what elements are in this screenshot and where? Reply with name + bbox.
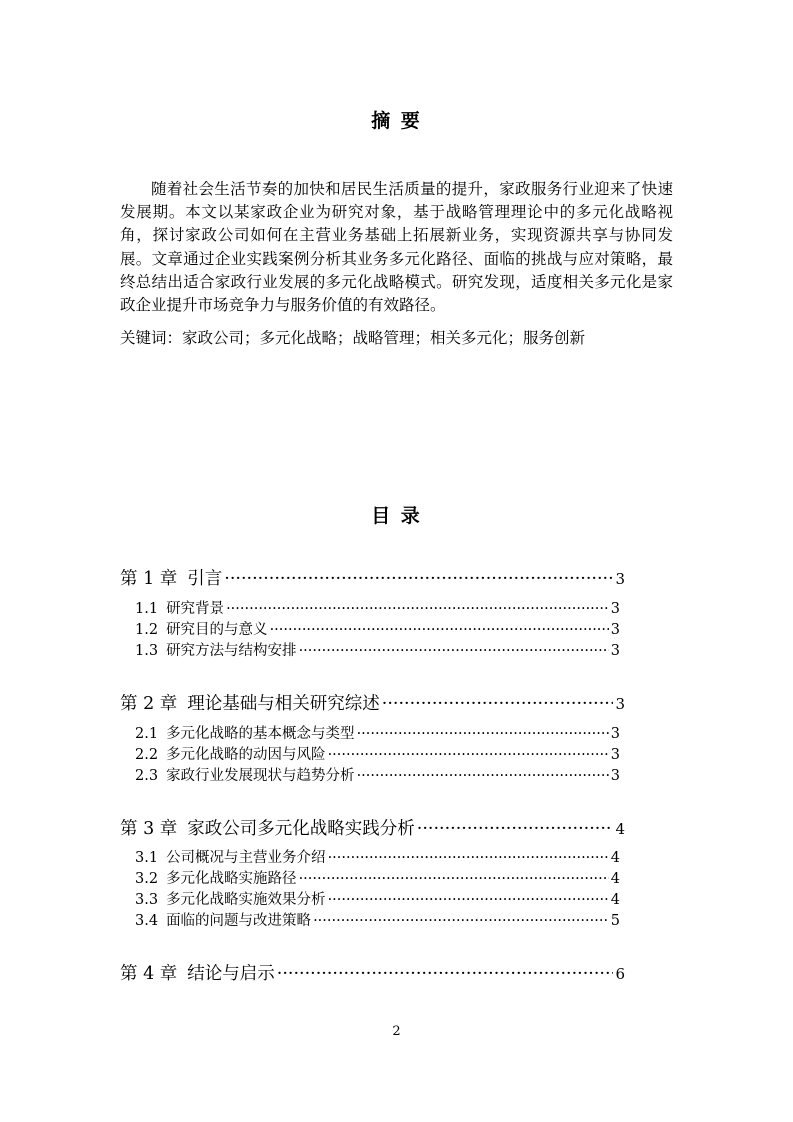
toc-section-2-1[interactable] [135, 722, 620, 743]
dot-leader [277, 964, 614, 984]
section-page: 3 [610, 601, 620, 617]
section-page: 4 [610, 892, 620, 908]
toc-section-3-3[interactable] [135, 888, 620, 909]
chapter-number: 第 3 章 [120, 819, 178, 839]
toc-section-1-3[interactable] [135, 639, 620, 660]
section-title: 多元化战略实施效果分析 [166, 892, 326, 908]
section-number: 3.1 [135, 850, 159, 866]
chapter-number: 第 2 章 [120, 694, 178, 714]
section-number: 2.2 [135, 747, 159, 763]
toc-chapter-2[interactable] [120, 690, 625, 715]
section-title: 多元化战略的动因与风险 [166, 747, 326, 763]
toc-section-3-4[interactable] [135, 909, 620, 930]
keywords: 关键词：家政公司；多元化战略；战略管理；相关多元化；服务创新 [120, 329, 586, 347]
chapter-title: 引言 [187, 569, 223, 589]
dot-leader [417, 819, 614, 839]
section-title: 多元化战略实施路径 [166, 871, 297, 887]
dot-leader [328, 850, 609, 866]
section-number: 2.1 [135, 726, 159, 742]
toc-section-1-2[interactable] [135, 618, 620, 639]
chapter-title: 家政公司多元化战略实践分析 [187, 819, 415, 839]
chapter-page: 3 [615, 695, 625, 713]
dot-leader [382, 694, 614, 714]
dot-leader [357, 768, 609, 784]
chapter-page: 6 [615, 965, 625, 983]
section-page: 3 [610, 768, 620, 784]
dot-leader [299, 643, 609, 659]
toc-section-3-1[interactable] [135, 846, 620, 867]
section-page: 3 [610, 622, 620, 638]
section-page: 3 [610, 726, 620, 742]
section-title: 公司概况与主营业务介绍 [166, 850, 326, 866]
chapter-number: 第 4 章 [120, 964, 178, 984]
dot-leader [328, 747, 609, 763]
abstract-body: 随着社会生活节奏的加快和居民生活质量的提升，家政服务行业迎来了快速发展期。本文以某家政企业为研究对象，基于战略管理理论中的多元化战略视角，探讨家政公司如何在主营业务基础上拓展新业务，实现资源共享与协同发展。文章通过企业实践案例分析其业务多元化路径、面临的挑战与应对策略，最终总结出适合家政行业发展的多元化战略模式。研究发现，适度相关多元化是家政企业提升市场竞争力与服务价值的有效路径。 [120, 180, 673, 315]
toc-section-3-2[interactable] [135, 867, 620, 888]
chapter-page: 4 [615, 820, 625, 838]
chapter-title: 理论基础与相关研究综述 [187, 694, 380, 714]
section-page: 3 [610, 643, 620, 659]
abstract-heading: 摘 要 [371, 110, 422, 132]
section-number: 3.2 [135, 871, 159, 887]
toc-section-1-1[interactable] [135, 597, 620, 618]
section-title: 研究目的与意义 [166, 622, 268, 638]
section-number: 1.2 [135, 622, 159, 638]
toc-section-2-2[interactable] [135, 743, 620, 764]
section-title: 家政行业发展现状与趋势分析 [166, 768, 355, 784]
section-number: 3.3 [135, 892, 159, 908]
toc-section-2-3[interactable] [135, 764, 620, 785]
section-number: 1.3 [135, 643, 159, 659]
section-number: 1.1 [135, 601, 159, 617]
toc-chapter-4[interactable] [120, 960, 625, 985]
chapter-number: 第 1 章 [120, 569, 178, 589]
section-page: 5 [610, 913, 620, 929]
toc-chapter-1[interactable] [120, 565, 625, 590]
toc-chapter-3[interactable] [120, 815, 625, 840]
dot-leader [270, 622, 609, 638]
section-number: 2.3 [135, 768, 159, 784]
toc-heading: 目 录 [371, 505, 422, 527]
section-number: 3.4 [135, 913, 159, 929]
section-title: 面临的问题与改进策略 [166, 913, 312, 929]
section-title: 研究方法与结构安排 [166, 643, 297, 659]
dot-leader [313, 913, 609, 929]
dot-leader [299, 871, 609, 887]
dot-leader [328, 892, 609, 908]
dot-leader [357, 726, 609, 742]
section-page: 4 [610, 850, 620, 866]
section-title: 研究背景 [166, 601, 225, 617]
chapter-title: 结论与启示 [187, 964, 275, 984]
dot-leader [226, 601, 609, 617]
chapter-page: 3 [615, 570, 625, 588]
section-title: 多元化战略的基本概念与类型 [166, 726, 355, 742]
page-number: 2 [392, 1024, 401, 1039]
dot-leader [224, 569, 613, 589]
section-page: 3 [610, 747, 620, 763]
section-page: 4 [610, 871, 620, 887]
